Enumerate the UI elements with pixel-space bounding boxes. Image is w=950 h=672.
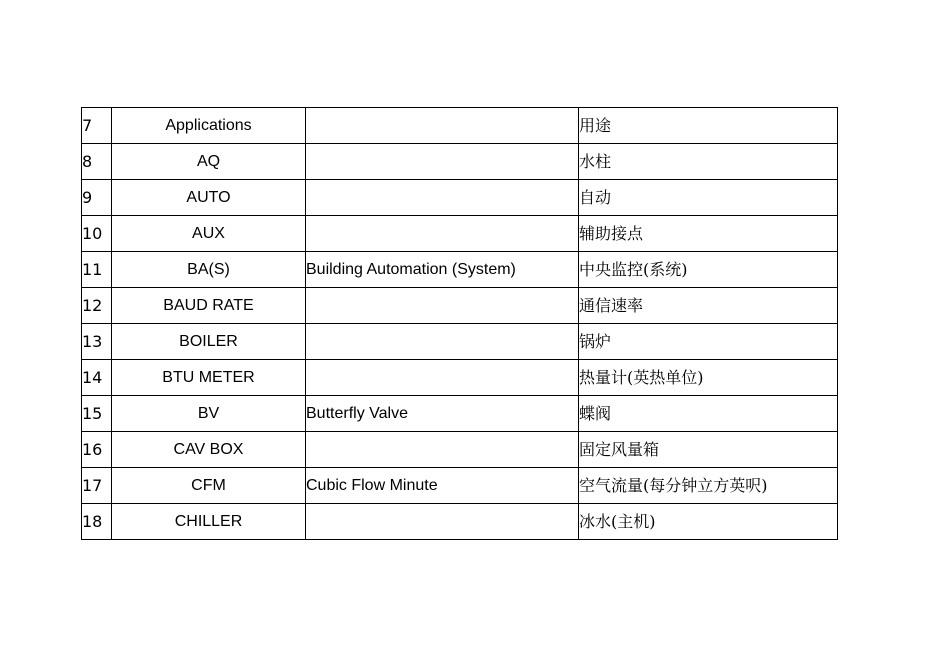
chinese-term: 用途 [579,108,838,144]
abbreviation: BTU METER [112,360,306,396]
table-row [82,108,838,144]
table-row [82,504,838,540]
full-term [306,216,579,252]
full-term [306,360,579,396]
abbreviation: BA(S) [112,252,306,288]
row-number: 18 [82,504,112,540]
abbreviation: AUX [112,216,306,252]
row-number: 12 [82,288,112,324]
row-number: 8 [82,144,112,180]
table-row [82,252,838,288]
abbreviation: Applications [112,108,306,144]
full-term [306,432,579,468]
full-term [306,324,579,360]
table-row [82,288,838,324]
full-term [306,504,579,540]
glossary-table [81,107,838,540]
chinese-term: 冰水(主机) [579,504,838,540]
table-row [82,396,838,432]
row-number: 17 [82,468,112,504]
chinese-term: 自动 [579,180,838,216]
abbreviation: CFM [112,468,306,504]
table-row [82,360,838,396]
abbreviation: BV [112,396,306,432]
abbreviation: AUTO [112,180,306,216]
chinese-term: 通信速率 [579,288,838,324]
row-number: 11 [82,252,112,288]
chinese-term: 辅助接点 [579,216,838,252]
chinese-term: 锅炉 [579,324,838,360]
full-term [306,144,579,180]
abbreviation: CAV BOX [112,432,306,468]
table-row [82,216,838,252]
row-number: 9 [82,180,112,216]
chinese-term: 水柱 [579,144,838,180]
chinese-term: 空气流量(每分钟立方英呎) [579,468,838,504]
abbreviation: BOILER [112,324,306,360]
chinese-term: 固定风量箱 [579,432,838,468]
row-number: 15 [82,396,112,432]
full-term: Cubic Flow Minute [306,468,579,504]
full-term [306,108,579,144]
table-row [82,324,838,360]
row-number: 7 [82,108,112,144]
row-number: 14 [82,360,112,396]
table-row [82,468,838,504]
abbreviation: CHILLER [112,504,306,540]
table-row [82,180,838,216]
full-term: Butterfly Valve [306,396,579,432]
chinese-term: 蝶阀 [579,396,838,432]
full-term: Building Automation (System) [306,252,579,288]
full-term [306,180,579,216]
abbreviation: BAUD RATE [112,288,306,324]
full-term [306,288,579,324]
abbreviation: AQ [112,144,306,180]
table-row [82,144,838,180]
row-number: 13 [82,324,112,360]
row-number: 10 [82,216,112,252]
chinese-term: 热量计(英热单位) [579,360,838,396]
chinese-term: 中央监控(系统) [579,252,838,288]
table-row [82,432,838,468]
row-number: 16 [82,432,112,468]
